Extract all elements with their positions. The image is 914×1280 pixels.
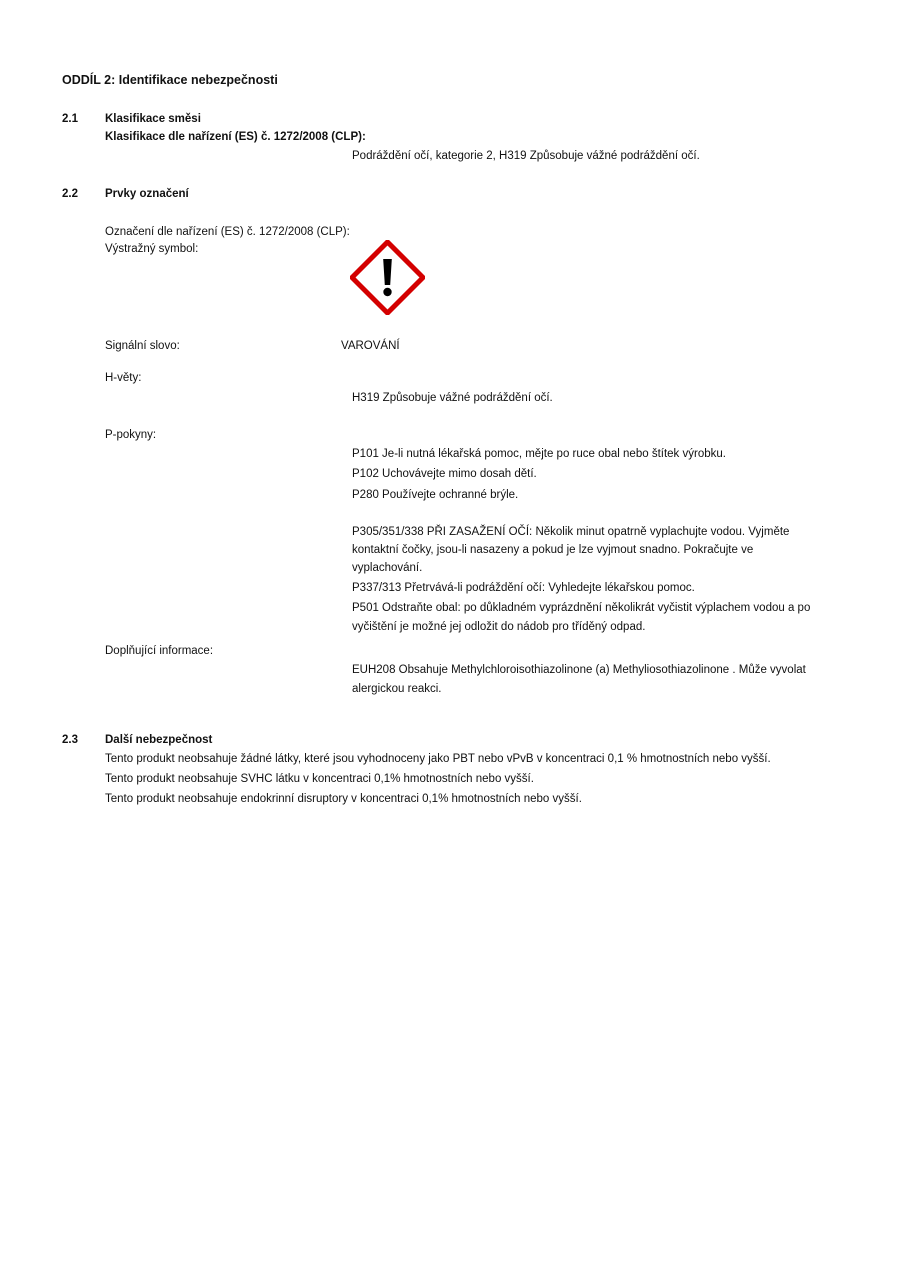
p-statement-line: P102 Uchovávejte mimo dosah dětí.: [352, 468, 537, 480]
label-signal-word: Signální slovo:: [105, 340, 180, 352]
p-statement-line: vyplachování.: [352, 562, 423, 574]
p-statement-line: P337/313 Přetrvává-li podráždění očí: Vyhledejte lékařskou pomoc.: [352, 582, 695, 594]
other-hazards-line: Tento produkt neobsahuje žádné látky, které jsou vyhodnoceny jako PBT nebo vPvB v koncentraci 0,1 % hmotnostních nebo vyšší.: [105, 753, 771, 765]
subsection-heading-2-3: Další nebezpečnost: [105, 734, 213, 746]
signal-word: VAROVÁNÍ: [341, 340, 400, 352]
p-statement-line: P305/351/338 PŘI ZASAŽENÍ OČÍ: Několik minut opatrně vyplachujte vodou. Vyjměte: [352, 526, 790, 538]
exclamation-mark-diamond-icon: [350, 240, 425, 315]
label-hazard-symbol: Výstražný symbol:: [105, 243, 199, 255]
label-regulation: Označení dle nařízení (ES) č. 1272/2008 (CLP):: [105, 226, 350, 238]
h-statement: H319 Způsobuje vážné podráždění očí.: [352, 392, 553, 404]
label-supplementary-info: Doplňující informace:: [105, 645, 214, 657]
clp-classification-heading: Klasifikace dle nařízení (ES) č. 1272/2008 (CLP):: [105, 131, 366, 143]
label-h-statements: H-věty:: [105, 372, 142, 384]
p-statement-line: P501 Odstraňte obal: po důkladném vyprázdnění několikrát vyčistit výplachem vodou a po: [352, 602, 811, 614]
supplementary-line: EUH208 Obsahuje Methylchloroisothiazolinone (a) Methyliosothiazolinone . Může vyvolat: [352, 664, 806, 676]
other-hazards-line: Tento produkt neobsahuje endokrinní disruptory v koncentraci 0,1% hmotnostních nebo vyšší.: [105, 793, 582, 805]
label-p-statements: P-pokyny:: [105, 429, 157, 441]
other-hazards-line: Tento produkt neobsahuje SVHC látku v koncentraci 0,1% hmotnostních nebo vyšší.: [105, 773, 534, 785]
subsection-number-2-2: 2.2: [62, 188, 78, 200]
classification-text: Podráždění očí, kategorie 2, H319 Způsobuje vážné podráždění očí.: [352, 150, 700, 162]
p-statement-line: kontaktní čočky, jsou-li nasazeny a pokud je lze vyjmout snadno. Pokračujte ve: [352, 544, 754, 556]
section-title: ODDÍL 2: Identifikace nebezpečnosti: [62, 73, 278, 87]
subsection-number-2-1: 2.1: [62, 113, 78, 125]
p-statement-line: P280 Používejte ochranné brýle.: [352, 489, 519, 501]
subsection-number-2-3: 2.3: [62, 734, 78, 746]
p-statement-line: vyčištění je možné jej odložit do nádob pro tříděný odpad.: [352, 621, 646, 633]
supplementary-line: alergickou reakci.: [352, 683, 442, 695]
ghs07-pictogram: [350, 240, 425, 315]
exclamation-dot: [383, 288, 391, 296]
subsection-heading-2-1: Klasifikace směsi: [105, 113, 201, 125]
p-statement-line: P101 Je-li nutná lékařská pomoc, mějte po ruce obal nebo štítek výrobku.: [352, 448, 726, 460]
subsection-heading-2-2: Prvky označení: [105, 188, 189, 200]
